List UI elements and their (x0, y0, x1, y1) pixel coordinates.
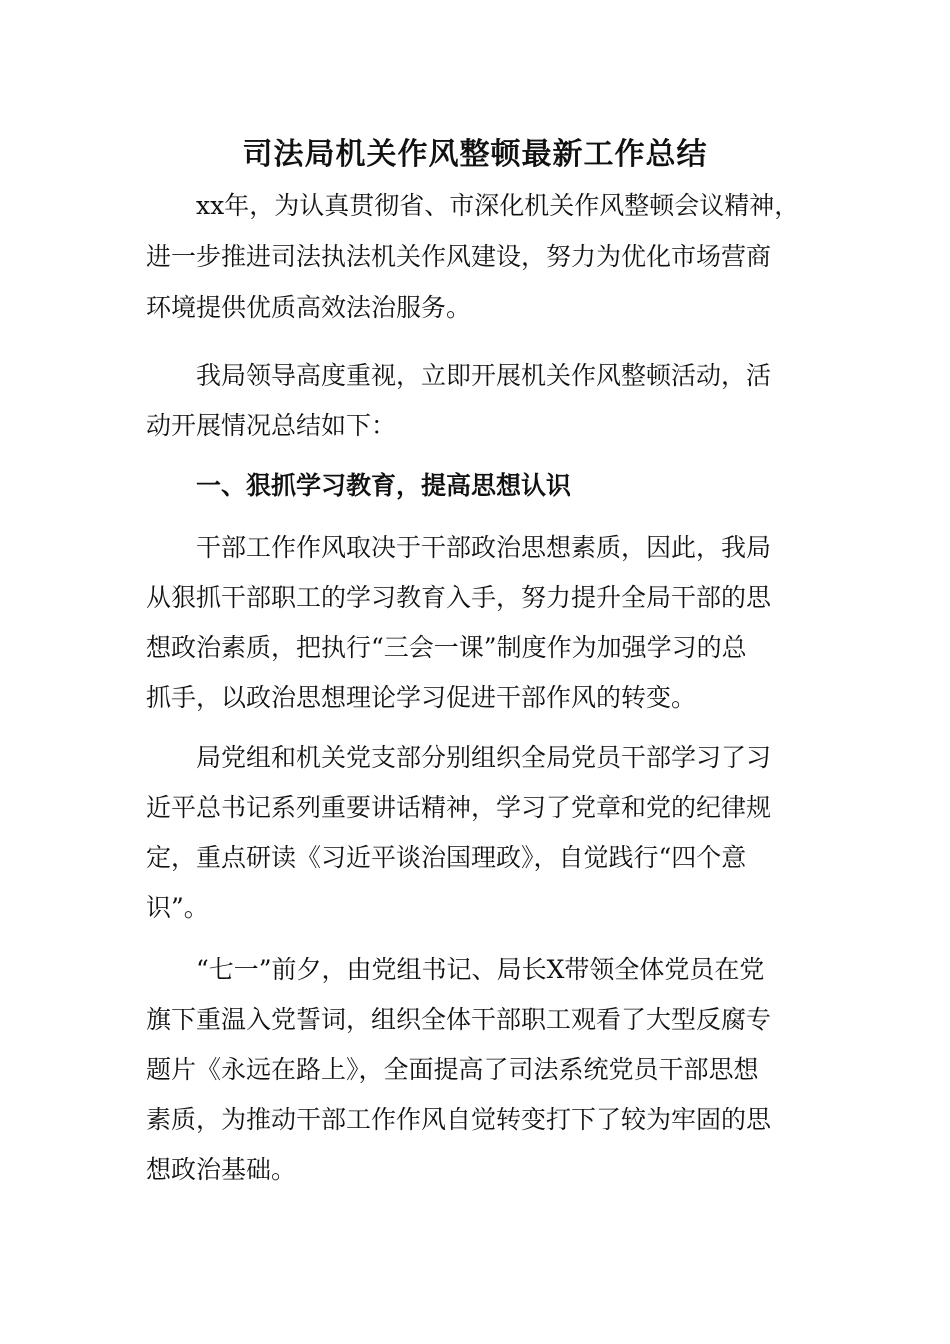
paragraph-3-line-3: 想政治素质，把执行“三会一课”制度作为加强学习的总 (146, 633, 747, 662)
paragraph-1-line-2: 进一步推进司法执法机关作风建设，努力为优化市场营商 (146, 242, 772, 271)
paragraph-5-line-3: 题片《永远在路上》，全面提高了司法系统党员干部思想 (146, 1055, 759, 1084)
paragraph-5-line-5: 想政治基础。 (146, 1155, 297, 1184)
section-heading-1: 一、狠抓学习教育，提高思想认识 (196, 471, 572, 500)
paragraph-5-line-4: 素质，为推动干部工作作风自觉转变打下了较为牢固的思 (146, 1105, 772, 1134)
paragraph-5-line-2: 旗下重温入党誓词，组织全体干部职工观看了大型反腐专 (146, 1005, 772, 1034)
paragraph-4-line-3: 定，重点研读《习近平谈治国理政》，自觉践行“四个意 (146, 843, 747, 872)
paragraph-3-line-4: 抓手，以政治思想理论学习促进干部作风的转变。 (146, 683, 697, 712)
paragraph-3-line-1: 干部工作作风取决于干部政治思想素质，因此，我局 (196, 533, 772, 562)
paragraph-2-line-2: 动开展情况总结如下： (146, 411, 397, 440)
paragraph-3-line-2: 从狠抓干部职工的学习教育入手，努力提升全局干部的思 (146, 583, 772, 612)
paragraph-1-line-3: 环境提供优质高效法治服务。 (146, 293, 472, 322)
document-title: 司法局机关作风整顿最新工作总结 (242, 137, 708, 172)
paragraph-5-line-1: “七一”前夕，由党组书记、局长X带领全体党员在党 (196, 955, 765, 984)
paragraph-1-line-1: xx年，为认真贯彻省、市深化机关作风整顿会议精神， (196, 191, 800, 220)
paragraph-2-line-1: 我局领导高度重视，立即开展机关作风整顿活动，活 (196, 361, 772, 390)
paragraph-4-line-1: 局党组和机关党支部分别组织全局党员干部学习了习 (196, 743, 772, 772)
paragraph-4-line-2: 近平总书记系列重要讲话精神，学习了党章和党的纪律规 (146, 793, 772, 822)
paragraph-4-line-4: 识”。 (146, 893, 209, 922)
